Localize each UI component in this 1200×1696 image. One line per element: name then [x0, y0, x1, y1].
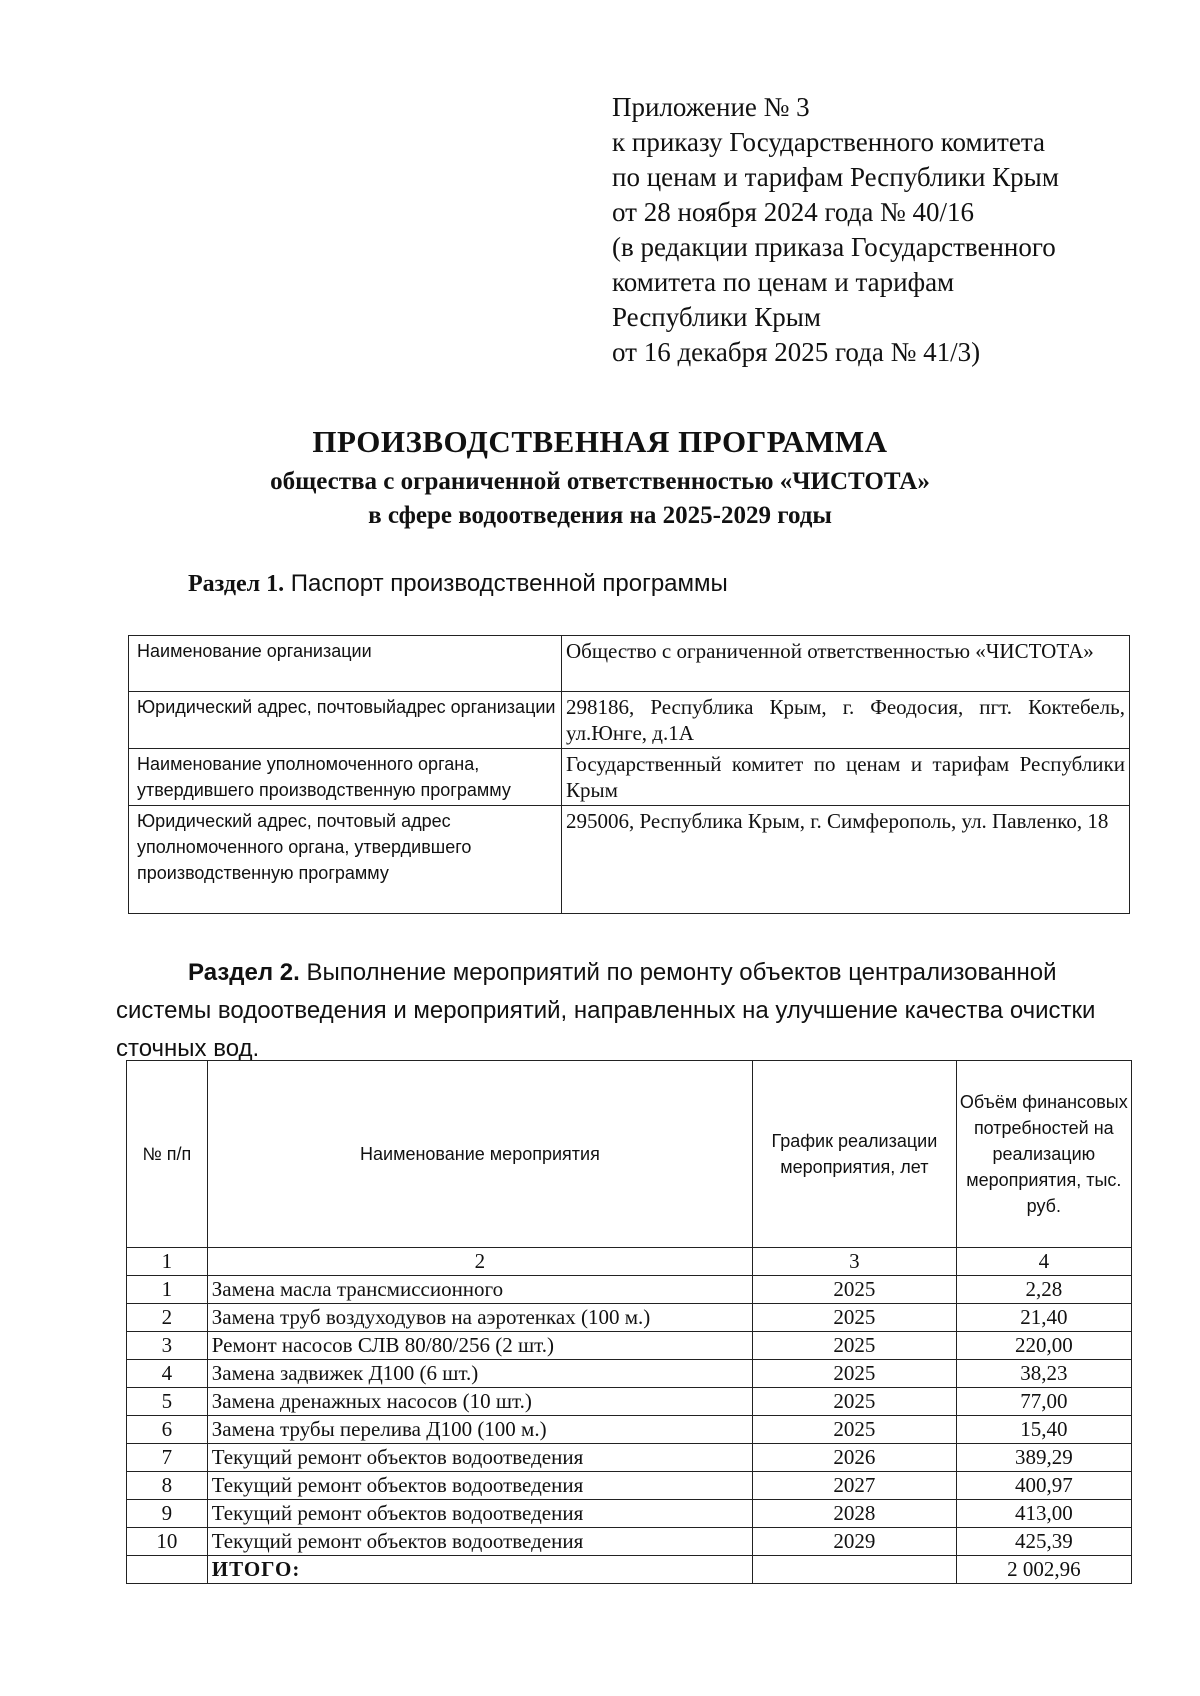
table-row: [127, 1276, 1132, 1304]
total-amount: 2 002,96: [956, 1556, 1131, 1584]
row-amount: 21,40: [956, 1304, 1131, 1332]
row-year: 2025: [753, 1388, 957, 1416]
row-number: 2: [127, 1304, 208, 1332]
column-index: 4: [956, 1248, 1131, 1276]
column-index-row: [127, 1248, 1132, 1276]
row-year: 2029: [753, 1528, 957, 1556]
row-number: 1: [127, 1276, 208, 1304]
section2-title: Выполнение мероприятий по ремонту объектов централизованной системы водоотведения и мероприятий, направленных на улучшение качества очистки сточных вод.: [116, 959, 1096, 1062]
row-number: 9: [127, 1500, 208, 1528]
passport-key: Юридический адрес, почтовыйадрес организации: [129, 692, 562, 749]
passport-row: [129, 636, 1130, 692]
row-amount: 77,00: [956, 1388, 1131, 1416]
total-label: ИТОГО:: [207, 1556, 752, 1584]
table-row: [127, 1388, 1132, 1416]
section1-heading: [188, 570, 728, 598]
document-subtitle: общества с ограниченной ответственностью «ЧИСТОТА»: [270, 468, 930, 495]
row-year: 2028: [753, 1500, 957, 1528]
table-row: [127, 1416, 1132, 1444]
row-number: 10: [127, 1528, 208, 1556]
row-number: 4: [127, 1360, 208, 1388]
row-number: 8: [127, 1472, 208, 1500]
annex-line: по ценам и тарифам Республики Крым: [612, 162, 1059, 192]
passport-key: Наименование организации: [129, 636, 562, 692]
table-row: [127, 1304, 1132, 1332]
header-number: № п/п: [127, 1061, 208, 1248]
total-row: [127, 1556, 1132, 1584]
table-row: [127, 1528, 1132, 1556]
header-amount: Объём финансовых потребностей на реализацию мероприятия, тыс. руб.: [956, 1061, 1131, 1248]
section2-heading: [116, 954, 1136, 1068]
annex-line: Приложение № 3: [612, 92, 810, 122]
passport-value: Общество с ограниченной ответственностью «ЧИСТОТА»: [562, 636, 1130, 692]
row-number: 3: [127, 1332, 208, 1360]
measures-table: [126, 1060, 1132, 1584]
row-year: 2026: [753, 1444, 957, 1472]
section1-title: Паспорт производственной программы: [284, 570, 728, 597]
row-amount: 413,00: [956, 1500, 1131, 1528]
row-number: 7: [127, 1444, 208, 1472]
row-number: 5: [127, 1388, 208, 1416]
header-schedule: График реализации мероприятия, лет: [753, 1061, 957, 1248]
row-year: 2025: [753, 1360, 957, 1388]
passport-row: [129, 806, 1130, 914]
row-measure: Замена задвижек Д100 (6 шт.): [207, 1360, 752, 1388]
row-amount: 220,00: [956, 1332, 1131, 1360]
row-measure: Текущий ремонт объектов водоотведения: [207, 1444, 752, 1472]
annex-line: от 28 ноября 2024 года № 40/16: [612, 197, 975, 227]
annex-line: к приказу Государственного комитета: [612, 127, 1045, 157]
table-row: [127, 1332, 1132, 1360]
row-year: 2025: [753, 1304, 957, 1332]
row-measure: Замена дренажных насосов (10 шт.): [207, 1388, 752, 1416]
passport-value: 295006, Республика Крым, г. Симферополь, ул. Павленко, 18: [562, 806, 1130, 914]
column-index: 3: [753, 1248, 957, 1276]
document-subtitle-2: в сфере водоотведения на 2025-2029 годы: [368, 502, 832, 529]
row-year: 2025: [753, 1276, 957, 1304]
total-number: [127, 1556, 208, 1584]
passport-key: Наименование уполномоченного органа, утвердившего производственную программу: [129, 749, 562, 806]
row-measure: Ремонт насосов СЛВ 80/80/256 (2 шт.): [207, 1332, 752, 1360]
annex-block: [612, 90, 1059, 370]
section1-label: Раздел 1.: [188, 571, 285, 597]
annex-line: Республики Крым: [612, 302, 821, 332]
row-year: 2025: [753, 1332, 957, 1360]
annex-line: (в редакции приказа Государственного: [612, 232, 1056, 262]
section2-label: Раздел 2.: [188, 959, 300, 986]
row-amount: 389,29: [956, 1444, 1131, 1472]
row-number: 6: [127, 1416, 208, 1444]
row-measure: Замена трубы перелива Д100 (100 м.): [207, 1416, 752, 1444]
total-year: [753, 1556, 957, 1584]
table-row: [127, 1444, 1132, 1472]
table-row: [127, 1472, 1132, 1500]
annex-line: комитета по ценам и тарифам: [612, 267, 955, 297]
row-amount: 38,23: [956, 1360, 1131, 1388]
table-header-row: [127, 1061, 1132, 1248]
header-measure: Наименование мероприятия: [207, 1061, 752, 1248]
passport-value: Государственный комитет по ценам и тарифам Республики Крым: [562, 749, 1130, 806]
table-row: [127, 1360, 1132, 1388]
row-amount: 2,28: [956, 1276, 1131, 1304]
column-index: 2: [207, 1248, 752, 1276]
document-title: ПРОИЗВОДСТВЕННАЯ ПРОГРАММА: [312, 424, 888, 459]
table-row: [127, 1500, 1132, 1528]
passport-value: 298186, Республика Крым, г. Феодосия, пгт. Коктебель, ул.Юнге, д.1А: [562, 692, 1130, 749]
row-amount: 400,97: [956, 1472, 1131, 1500]
row-measure: Текущий ремонт объектов водоотведения: [207, 1500, 752, 1528]
row-amount: 15,40: [956, 1416, 1131, 1444]
passport-row: [129, 692, 1130, 749]
row-year: 2027: [753, 1472, 957, 1500]
row-measure: Замена масла трансмиссионного: [207, 1276, 752, 1304]
passport-row: [129, 749, 1130, 806]
annex-line: от 16 декабря 2025 года № 41/3): [612, 337, 981, 367]
row-year: 2025: [753, 1416, 957, 1444]
passport-key: Юридический адрес, почтовый адрес уполномоченного органа, утвердившего производственную программу: [129, 806, 562, 914]
row-amount: 425,39: [956, 1528, 1131, 1556]
row-measure: Текущий ремонт объектов водоотведения: [207, 1472, 752, 1500]
row-measure: Замена труб воздуходувов на аэротенках (100 м.): [207, 1304, 752, 1332]
row-measure: Текущий ремонт объектов водоотведения: [207, 1528, 752, 1556]
column-index: 1: [127, 1248, 208, 1276]
passport-table: [128, 635, 1130, 914]
